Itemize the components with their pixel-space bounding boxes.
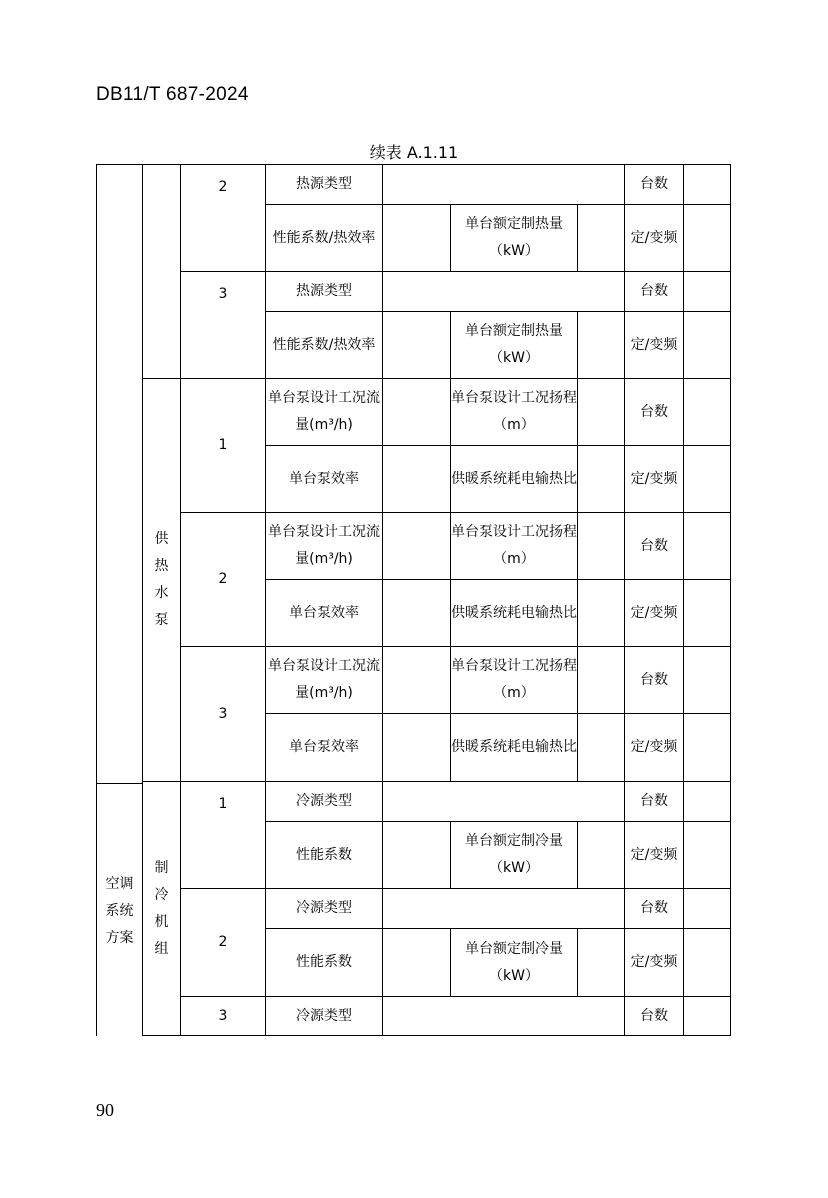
value-cell — [383, 997, 625, 1036]
table-row — [97, 165, 731, 205]
label-cell: 定/变频 — [625, 822, 684, 889]
page-number: 90 — [96, 1100, 114, 1120]
value-cell — [383, 929, 451, 997]
value-cell — [684, 714, 731, 782]
value-cell — [578, 580, 625, 647]
value-cell — [684, 580, 731, 647]
value-cell — [684, 513, 731, 580]
label-cell: 台数 — [625, 647, 684, 714]
subcategory-heating-pump: 供热水泵 — [143, 379, 181, 782]
label-cell: 性能系数/热效率 — [266, 205, 383, 272]
label-cell: 台数 — [625, 997, 684, 1036]
label-cell: 定/变频 — [625, 312, 684, 379]
label-cell: 单台泵设计工况流量(m³/h) — [266, 647, 383, 714]
label-cell: 台数 — [625, 513, 684, 580]
label-cell: 单台额定制热量（kW） — [451, 205, 578, 272]
value-cell — [578, 312, 625, 379]
table-row — [97, 513, 731, 580]
table-row — [97, 889, 731, 929]
label-cell: 定/变频 — [625, 205, 684, 272]
label-cell: 台数 — [625, 272, 684, 312]
label-cell: 单台泵效率 — [266, 580, 383, 647]
value-cell — [684, 889, 731, 929]
label-cell: 单台额定制热量（kW） — [451, 312, 578, 379]
label-cell: 性能系数/热效率 — [266, 312, 383, 379]
value-cell — [383, 714, 451, 782]
label-cell: 冷源类型 — [266, 889, 383, 929]
label-cell: 性能系数 — [266, 929, 383, 997]
label-cell: 热源类型 — [266, 272, 383, 312]
label-cell: 台数 — [625, 379, 684, 446]
value-cell — [684, 647, 731, 714]
label-cell: 单台泵设计工况扬程（m） — [451, 647, 578, 714]
label-cell: 单台泵设计工况扬程（m） — [451, 513, 578, 580]
value-cell — [684, 822, 731, 889]
value-cell — [383, 272, 625, 312]
label-cell: 单台额定制冷量（kW） — [451, 929, 578, 997]
value-cell — [383, 312, 451, 379]
value-cell — [578, 513, 625, 580]
label-cell: 单台泵设计工况流量(m³/h) — [266, 513, 383, 580]
label-cell: 单台泵设计工况扬程（m） — [451, 379, 578, 446]
value-cell — [684, 446, 731, 513]
value-cell — [383, 446, 451, 513]
value-cell — [383, 580, 451, 647]
value-cell — [383, 379, 451, 446]
label-cell: 台数 — [625, 165, 684, 205]
value-cell — [383, 822, 451, 889]
value-cell — [684, 997, 731, 1036]
label-cell: 冷源类型 — [266, 782, 383, 822]
table-row — [97, 782, 731, 822]
item-number: 2 — [181, 165, 266, 272]
category-ac-scheme: 空调系统方案 — [97, 783, 142, 1038]
label-cell: 定/变频 — [625, 714, 684, 782]
value-cell — [383, 165, 625, 205]
value-cell — [383, 205, 451, 272]
label-cell: 供暖系统耗电输热比 — [451, 446, 578, 513]
value-cell — [684, 929, 731, 997]
item-number: 3 — [181, 647, 266, 782]
table-row — [97, 379, 731, 446]
item-number: 3 — [181, 997, 266, 1036]
label-cell: 热源类型 — [266, 165, 383, 205]
item-number: 1 — [181, 782, 266, 889]
label-cell: 单台泵设计工况流量(m³/h) — [266, 379, 383, 446]
value-cell — [578, 929, 625, 997]
value-cell — [383, 513, 451, 580]
value-cell — [578, 647, 625, 714]
table-row — [97, 997, 731, 1036]
value-cell — [578, 446, 625, 513]
subcategory-chiller: 制冷机组 — [143, 782, 181, 1036]
value-cell — [684, 379, 731, 446]
label-cell: 供暖系统耗电输热比 — [451, 580, 578, 647]
scheme-table — [96, 164, 731, 1036]
document-code: DB11/T 687-2024 — [96, 84, 249, 105]
value-cell — [578, 205, 625, 272]
value-cell — [684, 165, 731, 205]
value-cell — [684, 782, 731, 822]
label-cell: 台数 — [625, 782, 684, 822]
subcategory-cell-blank — [143, 165, 181, 379]
item-number: 1 — [181, 379, 266, 513]
label-cell: 单台额定制冷量（kW） — [451, 822, 578, 889]
table-row — [97, 272, 731, 312]
label-cell: 定/变频 — [625, 929, 684, 997]
value-cell — [578, 379, 625, 446]
item-number: 2 — [181, 889, 266, 997]
value-cell — [383, 647, 451, 714]
label-cell: 单台泵效率 — [266, 446, 383, 513]
value-cell — [578, 714, 625, 782]
value-cell — [684, 312, 731, 379]
value-cell — [578, 822, 625, 889]
item-number: 3 — [181, 272, 266, 379]
label-cell: 定/变频 — [625, 446, 684, 513]
table-row — [97, 647, 731, 714]
label-cell: 供暖系统耗电输热比 — [451, 714, 578, 782]
item-number: 2 — [181, 513, 266, 647]
value-cell — [684, 272, 731, 312]
value-cell — [684, 205, 731, 272]
label-cell: 定/变频 — [625, 580, 684, 647]
value-cell — [383, 889, 625, 929]
label-cell: 性能系数 — [266, 822, 383, 889]
label-cell: 冷源类型 — [266, 997, 383, 1036]
label-cell: 单台泵效率 — [266, 714, 383, 782]
table-caption: 续表 A.1.11 — [369, 143, 459, 162]
label-cell: 台数 — [625, 889, 684, 929]
value-cell — [383, 782, 625, 822]
